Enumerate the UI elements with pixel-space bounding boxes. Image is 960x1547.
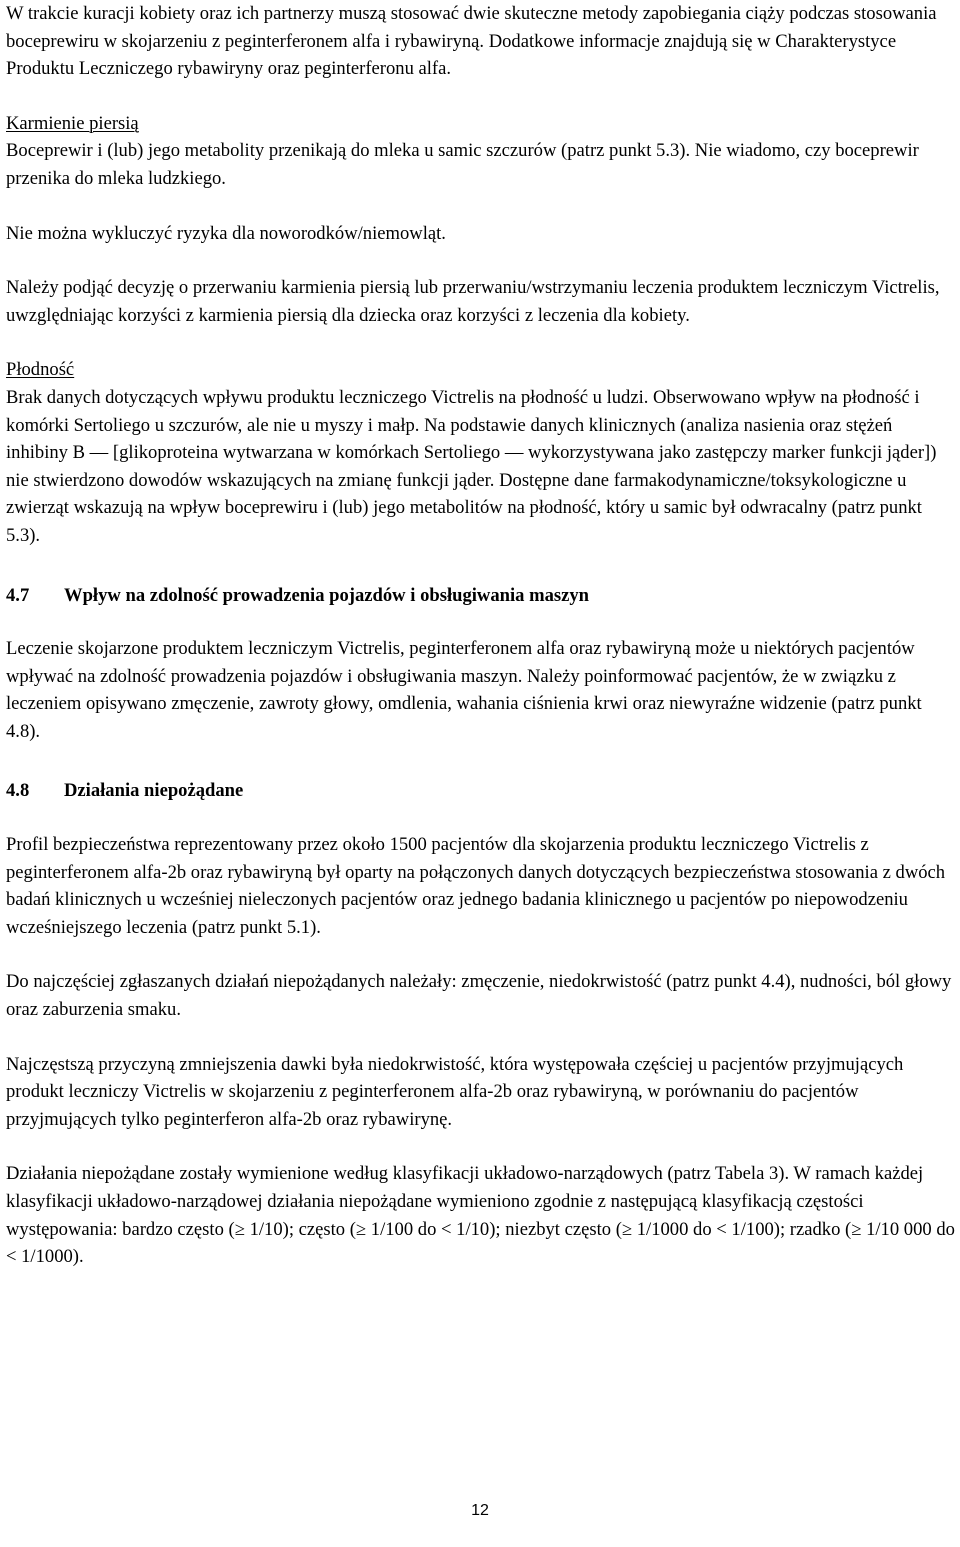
breastfeeding-heading: Karmienie piersią [6,112,139,134]
breastfeeding-paragraph-3: Należy podjąć decyzję o przerwaniu karmienia piersią lub przerwaniu/wstrzymaniu leczenia produktem leczniczym Victrelis, uwzględniając korzyści z karmienia piersią dla dziecka oraz korzyści z leczenia dla kobiety. [6,277,940,326]
section-4-7-number: 4.7 [6,584,30,606]
fertility-paragraph: Brak danych dotyczących wpływu produktu leczniczego Victrelis na płodność u ludzi. Obserwowano wpływ na płodność i komórki Sertoliego u szczurów, ale nie u myszy i małp. Na podstawie danych klinicznych (analiza nasienia oraz stężeń inhibiny B — [glikoproteina wytwarzana w komórkach Sertoliego — wykorzystywana jako zastępczy marker funkcji jąder]) nie stwierdzono dowodów wskazujących na zmianę funkcji jąder. Dostępne dane farmakodynamiczne/toksykologiczne u zwierząt wskazują na wpływ boceprewiru i (lub) jego metabolitów na płodność, który u samic był odwracalny (patrz punkt 5.3). [6,386,937,546]
section-4-8-paragraph-4: Działania niepożądane zostały wymienione według klasyfikacji układowo-narządowych (patrz Tabela 3). W ramach każdej klasyfikacji układowo-narządowej działania niepożądane wymieniono zgodnie z następującą klasyfikacją częstości występowania: bardzo często (≥ 1/10); często (≥ 1/100 do < 1/10); niezbyt często (≥ 1/1000 do < 1/100); rzadko (≥ 1/10 000 do < 1/1000). [6,1163,955,1268]
intro-paragraph: W trakcie kuracji kobiety oraz ich partnerzy muszą stosować dwie skuteczne metody zapobiegania ciąży podczas stosowania boceprewiru w skojarzeniu z peginterferonem alfa i rybawiryną. Dodatkowe informacje znajdują się w Charakterystyce Produktu Leczniczego rybawiryny oraz peginterferonu alfa. [6,3,937,80]
section-4-8-paragraph-2: Do najczęściej zgłaszanych działań niepożądanych należały: zmęczenie, niedokrwistość (patrz punkt 4.4), nudności, ból głowy oraz zaburzenia smaku. [6,971,952,1021]
section-4-8-title: Działania niepożądane [64,780,244,802]
section-4-7-heading [6,582,956,610]
breastfeeding-paragraph-2: Nie można wykluczyć ryzyka dla noworodków/niemowląt. [6,222,446,244]
breastfeeding-paragraph-1: Boceprewir i (lub) jego metabolity przenikają do mleka u samic szczurów (patrz punkt 5.3). Nie wiadomo, czy boceprewir przenika do mleka ludzkiego. [6,140,919,189]
section-4-8-paragraph-3: Najczęstszą przyczyną zmniejszenia dawki była niedokrwistość, która występowała częściej u pacjentów przyjmujących produkt leczniczy Victrelis w skojarzeniu z peginterferonem alfa-2b oraz rybawiryną, w porównaniu do pacjentów przyjmujących tylko peginterferon alfa-2b oraz rybawirynę. [6,1053,904,1130]
section-4-7-paragraph: Leczenie skojarzone produktem leczniczym Victrelis, peginterferonem alfa oraz rybawiryną może u niektórych pacjentów wpływać na zdolność prowadzenia pojazdów i obsługiwania maszyn. Należy poinformować pacjentów, że w związku z leczeniem opisywano zmęczenie, zawroty głowy, omdlenia, wahania ciśnienia krwi oraz niewyraźne widzenie (patrz punkt 4.8). [6,638,922,742]
section-4-7-title: Wpływ na zdolność prowadzenia pojazdów i obsługiwania maszyn [64,584,590,606]
section-4-8-heading [6,777,956,805]
section-4-8-paragraph-1: Profil bezpieczeństwa reprezentowany przez około 1500 pacjentów dla skojarzenia produktu leczniczego Victrelis z peginterferonem alfa-2b oraz rybawiryną był oparty na połączonych danych dotyczących bezpieczeństwa stosowania z dwóch badań klinicznych u wcześniej nieleczonych pacjentów oraz jednego badania klinicznego u pacjentów po niepowodzeniu wcześniejszego leczenia (patrz punkt 5.1). [6,834,946,938]
section-4-8-number: 4.8 [6,780,30,802]
document-page [6,0,956,1271]
page-number: 12 [471,1502,489,1519]
fertility-heading: Płodność [6,359,75,381]
